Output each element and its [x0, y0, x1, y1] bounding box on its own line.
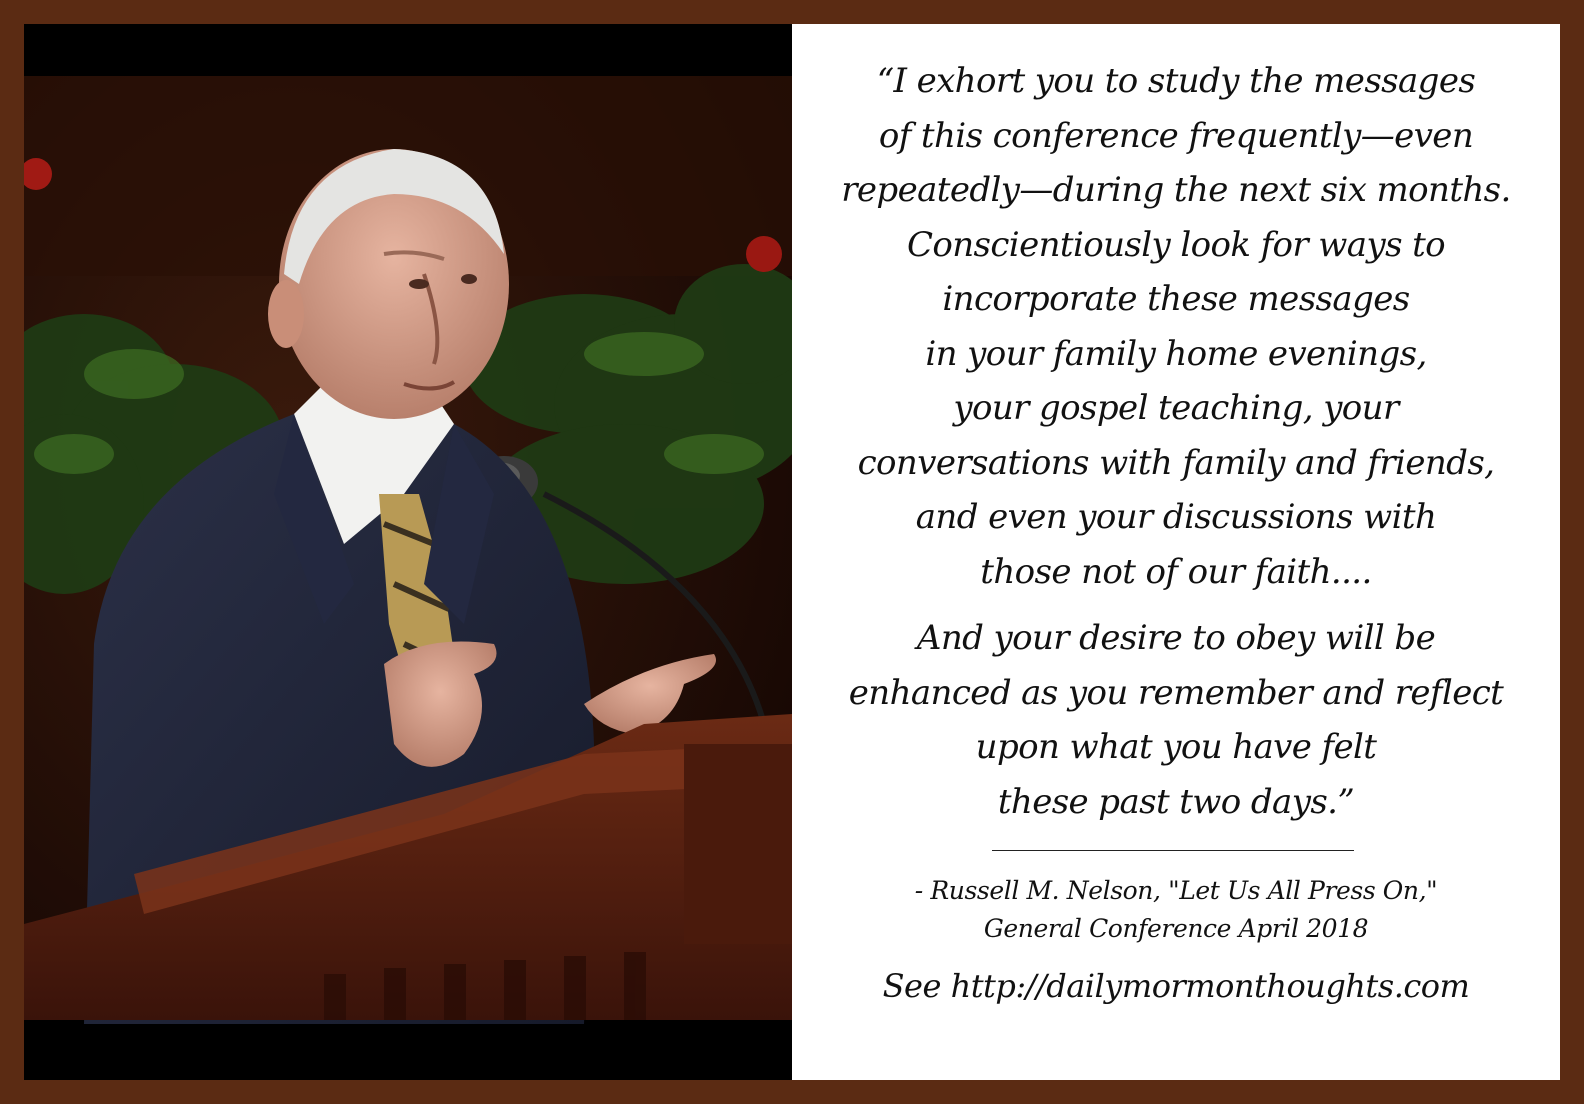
speaker-illustration [24, 24, 792, 1080]
citation-author: - Russell M. Nelson, "Let Us All Press On," [914, 876, 1438, 905]
quote-line: And your desire to obey will be [916, 618, 1436, 658]
quote-text [792, 54, 1560, 829]
quote-line: incorporate these messages [942, 279, 1410, 319]
quote-line: your gospel teaching, your [953, 388, 1399, 428]
divider-line [992, 850, 1354, 851]
quote-line: in your family home evenings, [925, 333, 1427, 374]
quote-line: enhanced as you remember and reflect [848, 672, 1504, 713]
quote-line: those not of our faith.... [980, 551, 1372, 592]
quote-panel [792, 24, 1560, 1080]
quote-line: conversations with family and friends, [857, 442, 1495, 483]
quote-line: these past two days.” [997, 781, 1355, 822]
citation-source: General Conference April 2018 [983, 914, 1369, 943]
citation [792, 872, 1560, 948]
speaker-photo [24, 24, 792, 1080]
quote-line: of this conference frequently—even [878, 115, 1474, 156]
quote-line: and even your discussions with [915, 497, 1437, 537]
website-link[interactable]: See http://dailymormonthoughts.com [882, 967, 1470, 1005]
quote-line: “I exhort you to study the messages [876, 61, 1476, 101]
quote-line: repeatedly—during the next six months. [841, 170, 1511, 210]
paragraph-gap [792, 599, 1560, 611]
quote-line: Conscientiously look for ways to [906, 224, 1446, 265]
quote-line: upon what you have felt [975, 727, 1377, 767]
